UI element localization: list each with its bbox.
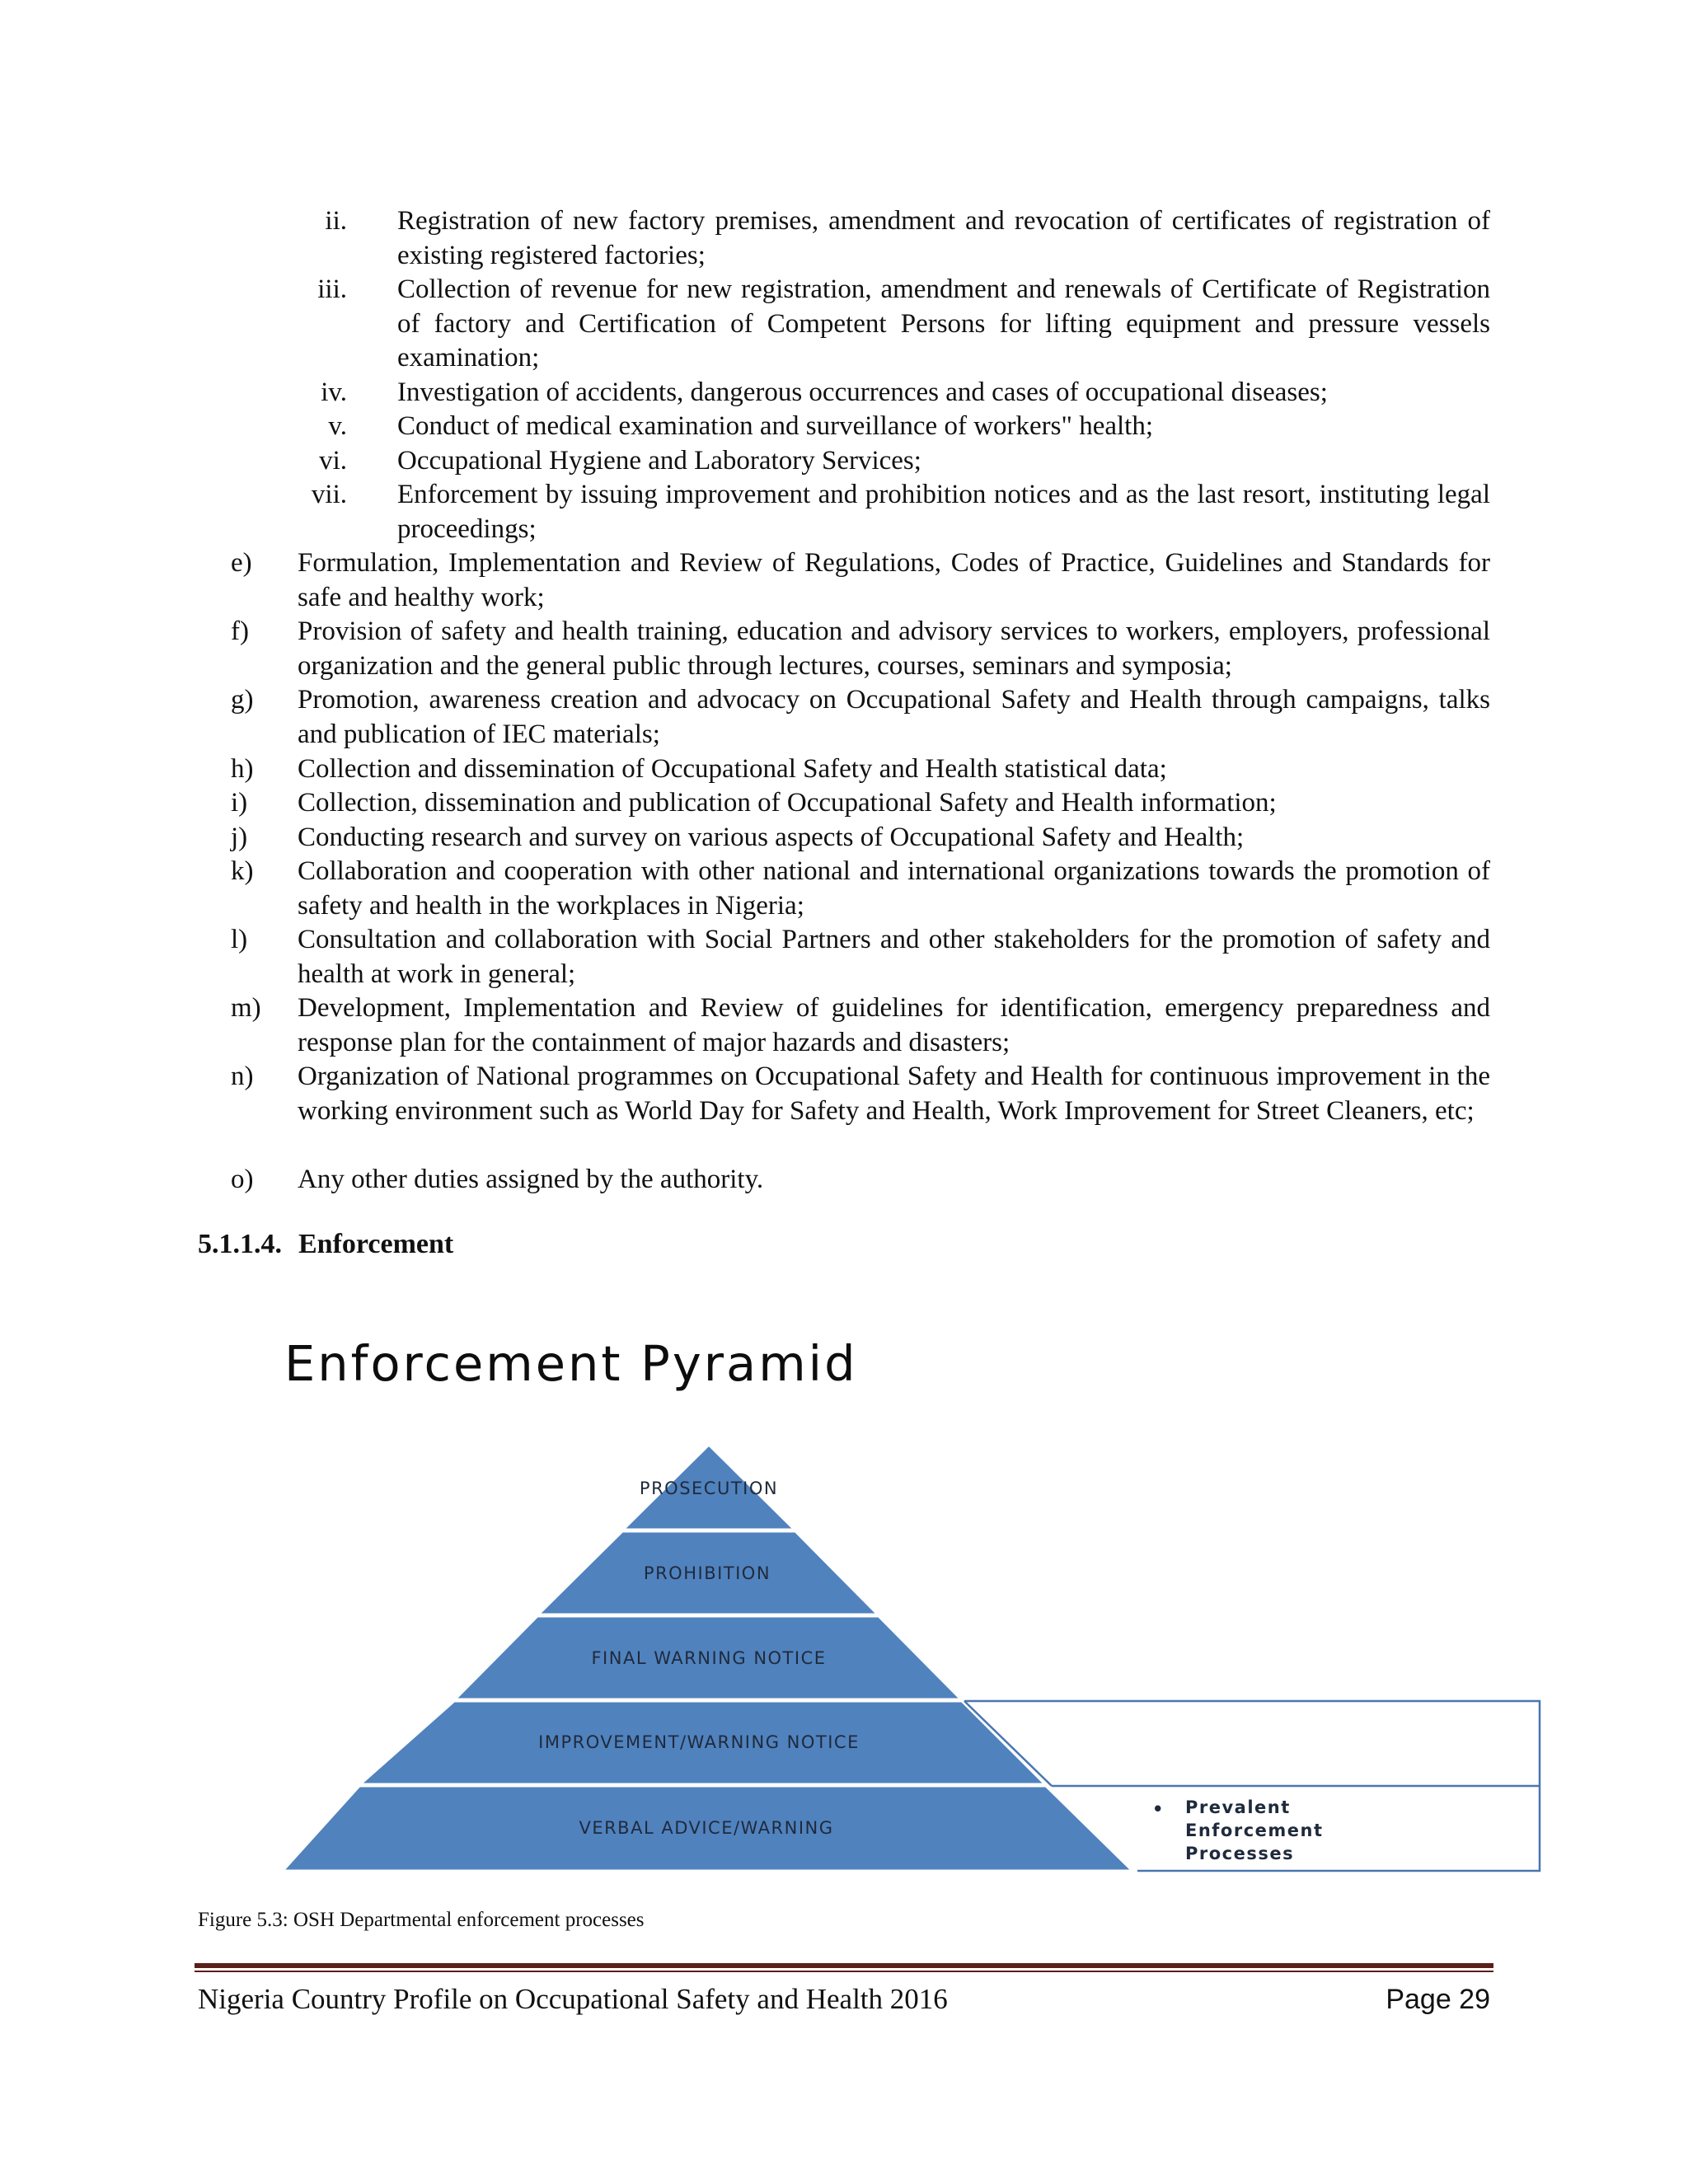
- legend-line-2: Enforcement: [1185, 1821, 1324, 1840]
- list-text: Formulation, Implementation and Review of Regulations, Codes of Practice, Guidelines and Standards for safe and healthy work;: [298, 548, 1490, 612]
- pyramid-label-improvement-warning: IMPROVEMENT/WARNING NOTICE: [538, 1732, 860, 1752]
- list-text: Consultation and collaboration with Social Partners and other stakeholders for the promotion of safety and health at work in general;: [298, 925, 1490, 989]
- list-marker: m): [231, 993, 261, 1023]
- list-marker: v.: [328, 411, 347, 441]
- list-text: Promotion, awareness creation and advocacy on Occupational Safety and Health through campaigns, talks and publication of IEC materials;: [298, 685, 1490, 749]
- legend-line-1: Prevalent: [1185, 1797, 1291, 1817]
- list-text: Enforcement by issuing improvement and prohibition notices and as the last resort, instituting legal proceedings;: [397, 480, 1490, 544]
- list-marker: l): [231, 925, 248, 954]
- pyramid-label-prosecution: PROSECUTION: [639, 1479, 779, 1498]
- legend-line-3: Processes: [1185, 1844, 1295, 1863]
- list-text: Conduct of medical examination and surveillance of workers" health;: [397, 411, 1154, 441]
- list-marker: o): [231, 1165, 254, 1194]
- figure-caption: Figure 5.3: OSH Departmental enforcement processes: [198, 1909, 645, 1931]
- list-marker: h): [231, 754, 254, 784]
- list-text: Collaboration and cooperation with other national and international organizations towards the promotion of safety and health in the workplaces in Nigeria;: [298, 856, 1490, 921]
- list-marker: i): [231, 788, 248, 818]
- list-text: Registration of new factory premises, amendment and revocation of certificates of registration of existing registered factories;: [397, 206, 1490, 270]
- legend-bullet: •: [1152, 1799, 1165, 1819]
- list-marker: e): [231, 548, 252, 578]
- section-title: Enforcement: [298, 1229, 454, 1259]
- list-text: Collection of revenue for new registration, amendment and renewals of Certificate of Registration of factory and Certification of Competent Persons for lifting equipment and pressure vessels examination;: [397, 274, 1490, 373]
- footer-page-number: Page 29: [1386, 1984, 1490, 2015]
- pyramid-label-final-warning: FINAL WARNING NOTICE: [591, 1648, 827, 1668]
- list-marker: iv.: [321, 377, 347, 407]
- list-marker: vii.: [311, 480, 347, 509]
- list-marker: f): [231, 616, 249, 646]
- list-text: Collection, dissemination and publication of Occupational Safety and Health information;: [298, 788, 1277, 818]
- list-text: Conducting research and survey on various aspects of Occupational Safety and Health;: [298, 823, 1245, 852]
- list-text: Provision of safety and health training, education and advisory services to workers, employers, professional organization and the general public through lectures, courses, seminars and symposia;: [298, 616, 1490, 681]
- list-marker: iii.: [317, 274, 347, 304]
- footer-rule: [195, 1963, 1493, 1968]
- figure-title: Enforcement Pyramid: [284, 1335, 858, 1392]
- list-marker: ii.: [325, 206, 347, 236]
- list-text: Collection and dissemination of Occupational Safety and Health statistical data;: [298, 754, 1167, 784]
- list-text: Organization of National programmes on Occupational Safety and Health for continuous improvement in the working environment such as World Day for Safety and Health, Work Improvement for Street Cleaners, etc;: [298, 1062, 1490, 1126]
- footer-document-title: Nigeria Country Profile on Occupational Safety and Health 2016: [198, 1983, 948, 2015]
- pyramid-label-verbal-advice: VERBAL ADVICE/WARNING: [579, 1818, 834, 1838]
- list-text: Development, Implementation and Review of guidelines for identification, emergency preparedness and response plan for the containment of major hazards and disasters;: [298, 993, 1490, 1057]
- list-marker: j): [231, 823, 248, 852]
- pyramid-label-prohibition: PROHIBITION: [643, 1563, 771, 1583]
- footer-rule-thin: [195, 1971, 1493, 1972]
- list-marker: vi.: [319, 446, 347, 476]
- list-text: Occupational Hygiene and Laboratory Services;: [397, 446, 921, 476]
- list-marker: k): [231, 856, 254, 886]
- section-number: 5.1.1.4.: [198, 1229, 282, 1259]
- list-text: Investigation of accidents, dangerous occurrences and cases of occupational diseases;: [397, 377, 1328, 407]
- list-text: Any other duties assigned by the authority.: [298, 1165, 764, 1194]
- list-marker: n): [231, 1062, 254, 1091]
- list-marker: g): [231, 685, 254, 715]
